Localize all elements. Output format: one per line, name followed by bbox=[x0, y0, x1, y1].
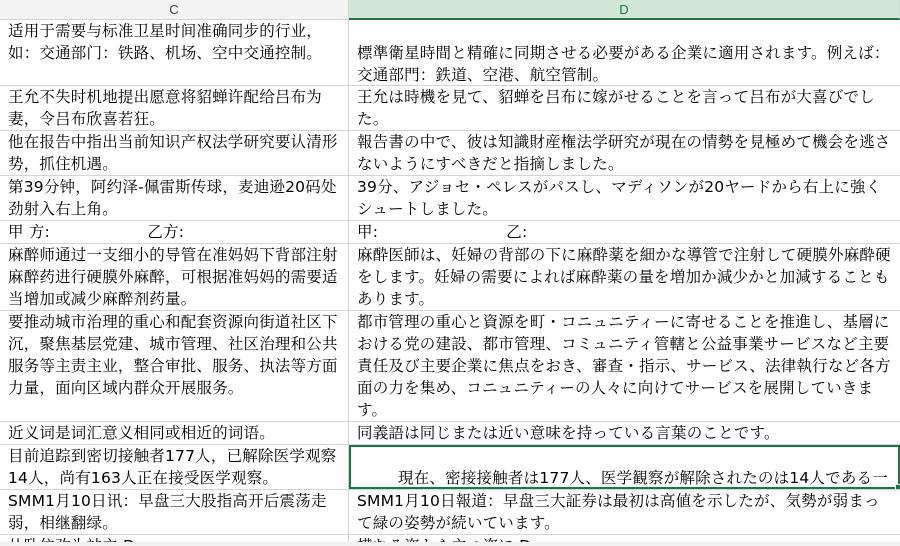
column-header-c[interactable]: C bbox=[0, 0, 349, 20]
table-row bbox=[0, 176, 900, 221]
table-row bbox=[0, 422, 900, 445]
cell-grid bbox=[0, 20, 900, 546]
cell-d[interactable]: 報告書の中で、彼は知識財産権法学研究が現在の情勢を見極めて機会を逃さないようにすべきだと指摘しました。 bbox=[357, 133, 891, 173]
cell-c[interactable]: SMM1月10日讯：早盘三大股指高开后震荡走弱，相继翻绿。 bbox=[0, 490, 349, 534]
cell-text: 現在、密接接触者は177人、医学観察が解除されたのは14人である一 bbox=[398, 469, 888, 487]
cell-c[interactable]: 他在报告中指出当前知识产权法学研究要认清形势，抓住机遇。 bbox=[0, 131, 349, 175]
table-row bbox=[0, 490, 900, 535]
column-header-row bbox=[0, 0, 900, 20]
column-header-d[interactable]: D bbox=[349, 0, 900, 20]
table-row bbox=[0, 131, 900, 176]
table-row bbox=[0, 86, 900, 131]
cell-c[interactable]: 麻醉师通过一支细小的导管在准妈妈下背部注射麻醉药进行硬膜外麻醉，可根据准妈妈的需要适当增加或减少麻醉剂药量。 bbox=[0, 244, 349, 310]
table-row bbox=[0, 445, 900, 490]
cell-d[interactable]: SMM1月10日報道：早盘三大証券は最初は高値を示したが、気勢が弱まって緑の姿勢が続いています。 bbox=[357, 492, 880, 532]
cell-d[interactable]: 同義語は同じまたは近い意味を持っている言葉のことです。 bbox=[357, 424, 780, 442]
cell-d[interactable]: 都市管理の重心と資源を町・コニュニティーに寄せることを推進し、基層における党の建設、都市管理、コミュニティ管轄と公益事業サービスなど主要責任及び主要企業に焦点をおき、審查・指示、サービス、法律執行など各方面の力を集め、コニュニティーの人々に向けてサービスを展開していきます。 bbox=[357, 313, 891, 419]
cell-d[interactable]: 39分、アジョセ・ペレスがパスし、マディソンが20ヤードから右上に強くシュートしました。 bbox=[357, 178, 882, 218]
table-row bbox=[0, 20, 900, 86]
cell-c[interactable]: 王允不失时机地提出愿意将貂蝉许配给吕布为妻，令吕布欣喜若狂。 bbox=[0, 86, 349, 130]
table-row bbox=[0, 221, 900, 244]
cell-c[interactable]: 近义词是词汇意义相同或相近的词语。 bbox=[0, 422, 349, 444]
cell-c[interactable]: 目前追踪到密切接触者177人，已解除医学观察14人，尚有163人正在接受医学观察。 bbox=[0, 445, 349, 489]
cell-c[interactable]: 要推动城市治理的重心和配套资源向街道社区下沉，聚焦基层党建、城市管理、社区治理和公共服务等主责主业，整合审批、服务、执法等方面力量，面向区域内群众开展服务。 bbox=[0, 311, 349, 421]
selected-cell-d[interactable] bbox=[349, 445, 900, 489]
table-row bbox=[0, 244, 900, 311]
cell-d[interactable]: 麻酔医師は、妊婦の背部の下に麻酔薬を細かな導管で注射して硬膜外麻酔硬をします。妊婦の需要によれば麻酔薬の量を増加か減少かと加減することもあります。 bbox=[357, 246, 891, 308]
fill-handle[interactable] bbox=[895, 484, 900, 489]
cell-d[interactable]: 王允は時機を見て、貂蝉を吕布に嫁がせることを言って吕布が大喜びでした。 bbox=[357, 88, 875, 128]
horizontal-scrollbar[interactable] bbox=[0, 542, 900, 546]
cell-c[interactable]: 甲 方: 乙方: bbox=[0, 221, 349, 243]
cell-c[interactable]: 适用于需要与标准卫星时间准确同步的行业，如：交通部门：铁路、机场、空中交通控制。 bbox=[0, 20, 349, 85]
cell-d[interactable]: 標準衛星時間と精確に同期させる必要がある企業に適用されます。例えば：交通部門：鉄道、空港、航空管制。 bbox=[357, 44, 890, 84]
cell-d[interactable]: 甲: 乙: bbox=[357, 223, 528, 241]
cell-c[interactable]: 第39分钟，阿约泽-佩雷斯传球，麦迪逊20码处劲射入右上角。 bbox=[0, 176, 349, 220]
table-row bbox=[0, 311, 900, 422]
